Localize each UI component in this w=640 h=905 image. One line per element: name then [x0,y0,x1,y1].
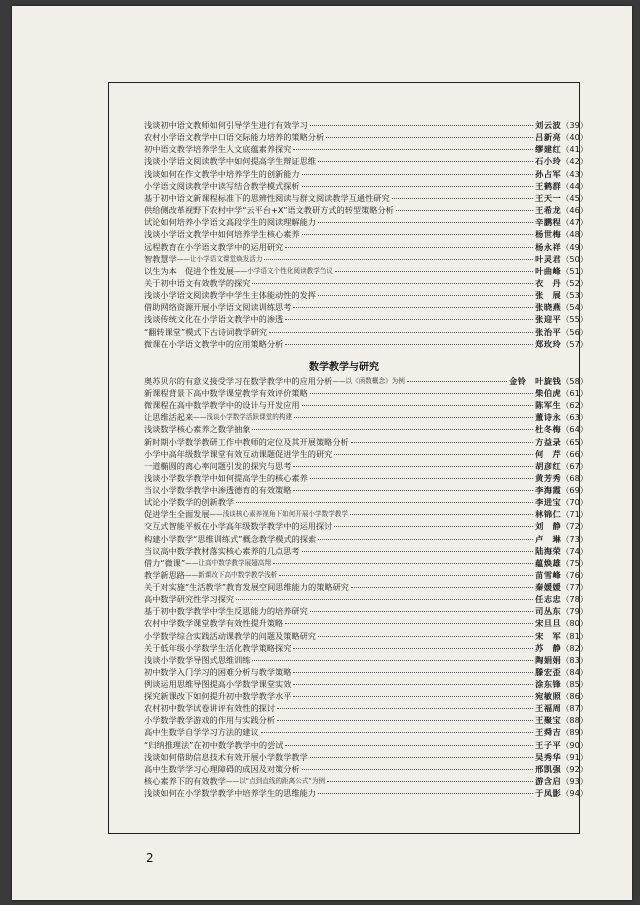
toc-entry [144,436,588,448]
entry-title: 试论如何培养小学语文高段学生的阅读理解能力 [144,217,316,228]
toc-entry [144,253,588,265]
entry-author: 王天一 [535,192,562,203]
leader-dots [293,647,533,649]
entry-page-number: （63） [561,412,588,423]
leader-dots [293,489,533,491]
leader-dots [318,160,533,162]
entry-author: 滕宏歪 [535,666,562,677]
entry-title: 高中数学研究性学习探究 [144,594,235,605]
entry-title: 浅谈如何在小学数学教学中培养学生的思维能力 [144,788,316,799]
entry-page-number: （77） [561,582,588,593]
toc-entry [144,702,588,714]
entry-page-number: （67） [561,460,588,471]
entry-page-number: （71） [561,509,588,520]
entry-author: 宋 军 [535,630,562,641]
entry-page-number: （90） [561,739,588,750]
entry-page-number: （81） [561,630,588,641]
entry-page-number: （48） [561,229,588,240]
entry-author: 张治平 [535,326,562,337]
entry-page-number: （58） [561,376,588,386]
entry-subtitle: ——新课改下高中数学教学浅析 [184,570,278,579]
entry-title: 小学数学综合实践活动课教学的问题及策略研究 [144,630,316,641]
entry-author: 任志忠 [535,594,562,605]
entry-page-number: （43） [561,168,588,179]
toc-entry [144,204,588,216]
entry-author: 张晓燕 [535,302,562,313]
leader-dots [293,148,533,150]
entry-page-number: （61） [561,388,588,399]
entry-author: 郑玫玲 [535,338,562,349]
leader-dots [392,197,533,199]
toc-entry [144,387,588,399]
entry-page-number: （94） [561,788,588,799]
entry-title: 让思维活起来 [144,412,194,423]
entry-title: 关于对实施“生活教学”教育发展空间思维能力的策略研究 [144,582,349,593]
entry-page-number: （84） [561,666,588,677]
entry-page-number: （93） [561,775,588,786]
entry-page-number: （64） [561,424,588,435]
entry-author: 张迎平 [535,314,562,325]
entry-title: 当议小学数学教学中渗透德育的有效策略 [144,485,292,496]
toc-entry [144,338,588,350]
leader-dots [327,780,533,782]
entry-title: 微课在小学语文教学中的应用策略分析 [144,338,284,349]
entry-author: 蕴焕雄 [535,557,562,568]
entry-author: 苏 静 [535,642,562,653]
leader-dots [318,538,533,540]
entry-page-number: （50） [561,253,588,264]
leader-dots [335,270,533,272]
leader-dots [302,404,534,406]
leader-dots [252,282,533,284]
toc-entry [144,277,588,289]
leader-dots [264,258,533,260]
entry-title: 农村中学数学课堂教学有效性提升策略 [144,618,284,629]
entry-page-number: （41） [561,144,588,155]
entry-title: 基于初中数学教学中学生反思能力的培养研究 [144,606,308,617]
entry-author: 王福周 [535,703,562,714]
entry-page-number: （55） [561,314,588,325]
toc-entry [144,460,588,472]
entry-page-number: （54） [561,302,588,313]
toc-entry [144,228,588,240]
entry-author: 柴伯虎 [535,388,562,399]
entry-title: 农村初中数学试卷讲评有效性的探讨 [144,703,276,714]
leader-dots [302,233,534,235]
toc-entry [144,569,588,581]
entry-title: 浅谈数学核心素养之数学抽象 [144,424,251,435]
toc-entry [144,545,588,557]
entry-page-number: （51） [561,265,588,276]
entry-author: 林锦仁 [535,509,562,520]
toc-entry [144,326,588,338]
entry-page-number: （49） [561,241,588,252]
toc-entry [144,642,588,654]
leader-dots [407,380,507,382]
entry-author: 李进宝 [535,497,562,508]
entry-author: 王希龙 [535,205,562,216]
toc-entry [144,690,588,702]
entry-title: 微课程在高中数学教学中的设计与开发应用 [144,400,300,411]
leader-dots [310,610,533,612]
entry-page-number: （62） [561,400,588,411]
leader-dots [351,441,533,443]
entry-title: 浅谈小学数学导图式思维训练 [144,654,251,665]
entry-author: 刘 静 [535,521,562,532]
leader-dots [310,477,533,479]
entry-page-number: （83） [561,654,588,665]
entry-title: 小学数学教学游戏的作用与实践分析 [144,715,276,726]
leader-dots [318,792,533,794]
entry-author: 孙占军 [535,168,562,179]
entry-title: 关于初中语文有效教学的探究 [144,277,251,288]
entry-page-number: （68） [561,472,588,483]
leader-dots [310,756,533,758]
entry-author: 方益录 [535,436,562,447]
entry-author: 缪建红 [535,144,562,155]
entry-author: 杨永祥 [535,241,562,252]
leader-dots [302,550,534,552]
toc-entry [144,143,588,155]
leader-dots [396,209,533,211]
entry-author: 张 展 [535,290,562,301]
leader-dots [279,574,533,576]
entry-subtitle: ——浅谈小学数学活跃课堂的构建 [193,413,293,422]
entry-author: 李海霞 [535,485,562,496]
leader-dots [261,731,533,733]
toc-entry [144,155,588,167]
leader-dots [302,768,534,770]
leader-dots [294,416,533,418]
leader-dots [252,659,533,661]
toc-entry [144,533,588,545]
leader-dots [318,294,533,296]
toc-entry [144,265,588,277]
entry-page-number: （53） [561,290,588,301]
entry-author: 刘云波 [535,120,562,130]
entry-author: 吴秀华 [535,751,562,762]
entry-title: 浅谈如何在作文教学中培养学生的创新能力 [144,168,300,179]
entry-page-number: （85） [561,679,588,689]
entry-page-number: （88） [561,715,588,726]
entry-page-number: （65） [561,436,588,447]
entry-title: “归纳推理法”在初中数学教学中的尝试 [144,739,284,750]
entry-title: 当议高中数学教材落实核心素养的几点思考 [144,545,300,556]
entry-page-number: （40） [561,132,588,143]
leader-dots [293,695,533,697]
entry-author: 杨世梅 [535,229,562,240]
entry-title: 农村小学语文教学中口语交际能力培养的策略分析 [144,132,325,143]
entry-title: 构建小学数学“思维训练式”概念教学模式的探索 [144,533,317,544]
entry-author: 涂东锋 [535,679,562,689]
leader-dots [236,598,533,600]
entry-page-number: （80） [561,618,588,629]
entry-page-number: （56） [561,326,588,337]
entry-title: 浅谈传统文化在小学语文教学中的渗透 [144,314,284,325]
toc-entry [144,630,588,642]
entry-title: 小学语文阅读教学中读写结合教学模式探析 [144,180,300,191]
entry-title: 新时期小学数学教研工作中教师的定位及其开展策略分析 [144,436,349,447]
entry-author: 王舜吉 [535,727,562,738]
entry-title: 试论小学数学的创新教学 [144,497,235,508]
leader-dots [285,622,533,624]
entry-page-number: （79） [561,606,588,617]
toc-entry [144,472,588,484]
entry-title: “翻转课堂”模式下古诗词教学研究 [144,326,268,337]
entry-author: 司丛东 [535,606,562,617]
entry-title: 浅谈小学语文阅读教学中学生主体能动性的发挥 [144,290,316,301]
toc-entry [144,484,588,496]
entry-page-number: （86） [561,691,588,702]
entry-subtitle: ——以《函数概念》为例 [332,377,405,385]
entry-page-number: （72） [561,521,588,532]
leader-dots [285,744,533,746]
toc-entry [144,787,588,799]
entry-title: 例谈运用思维导图提高小学数学课堂实效 [144,679,292,689]
entry-page-number: （44） [561,180,588,191]
entry-title: 奥苏贝尔的有意义接受学习在数学教学中的应用分析 [144,376,333,386]
entry-author: 董诗永 [535,412,562,423]
entry-title: 初中语文教学培养学生人文底蕴素养探究 [144,144,292,155]
entry-author: 金铃 叶旋钱 [509,376,562,386]
entry-title: 借助网络资源开展小学语文阅读训练思考 [144,302,292,313]
toc-entry [144,241,588,253]
entry-author: 秦媛媛 [535,582,562,593]
toc-entry [144,216,588,228]
toc-entry [144,289,588,301]
toc-entry [144,301,588,313]
toc-entry [144,520,588,532]
toc-entry [144,119,588,131]
entry-title: 浅谈小学语文教学中如何培养学生核心素养 [144,229,300,240]
entry-page-number: （57） [561,338,588,349]
leader-dots [302,173,534,175]
leader-dots [293,671,533,673]
toc-entry [144,399,588,411]
entry-title: 初中数学入门学习的困难分析与教学策略 [144,666,292,677]
section-heading-math: 数学教学与研究 [309,362,379,373]
toc-entry [144,763,588,775]
entry-author: 陈军生 [535,400,562,411]
entry-author: 石小玲 [535,156,562,167]
toc-entry [144,726,588,738]
leader-dots [269,331,533,333]
toc-entry [144,714,588,726]
entry-author: 于凤影 [535,788,562,799]
entry-author: 吕新亮 [535,132,562,143]
entry-title: 高中生数学自学学习方法的建议 [144,727,259,738]
entry-author: 衣 丹 [535,277,562,288]
leader-dots [310,124,533,126]
leader-dots [277,707,533,709]
entry-author: 王子平 [535,739,562,750]
entry-page-number: （45） [561,192,588,203]
entry-title: 交互式智能平板在小学高年级数学教学中的运用探讨 [144,521,333,532]
toc-entry [144,751,588,763]
entry-page-number: （42） [561,156,588,167]
toc-entry [144,448,588,460]
entry-title: 基于初中语文新课程标准下的思辨性阅读与群文阅读教学互通性研究 [144,192,390,203]
entry-title: 核心素养下的有效教学 [144,775,226,786]
entry-page-number: （78） [561,594,588,605]
entry-page-number: （89） [561,727,588,738]
leader-dots [252,428,533,430]
entry-page-number: （69） [561,485,588,496]
toc-entry [144,411,588,423]
toc-entry [144,581,588,593]
entry-page-number: （52） [561,277,588,288]
entry-author: 胡彦红 [535,460,562,471]
toc-entry [144,775,588,787]
entry-author: 陆海荣 [535,545,562,556]
entry-page-number: （92） [561,763,588,774]
entry-author: 辛鹏程 [535,217,562,228]
toc-entry [144,557,588,569]
entry-page-number: （82） [561,642,588,653]
leader-dots [318,221,533,223]
leader-dots [293,465,533,467]
leader-dots [351,586,533,588]
entry-author: 何 芹 [535,448,562,459]
leader-dots [334,453,533,455]
toc-entry [144,496,588,508]
entry-title: 浅谈小学数学教学中如何提高学生的核心素养 [144,472,308,483]
entry-author: 宛敏照 [535,691,562,702]
entry-title: 供给侧改革视野下农村中学“云平台+X”语文教研方式的转型策略分析 [144,205,394,216]
toc-entry [144,617,588,629]
entry-page-number: （75） [561,557,588,568]
toc-entry [144,739,588,751]
entry-page-number: （46） [561,205,588,216]
leader-dots [285,343,533,345]
entry-author: 黄芳秀 [535,472,562,483]
toc-entry [144,192,588,204]
toc-entry [144,180,588,192]
toc-entry [144,168,588,180]
entry-author: 叶灵君 [535,253,562,264]
entry-title: 智教慧学 [144,253,177,264]
leader-dots [277,719,533,721]
leader-dots [293,306,533,308]
entry-author: 王鹤群 [535,180,562,191]
leader-dots [293,683,533,685]
entry-page-number: （39） [561,120,588,130]
entry-author: 王聚宝 [535,715,562,726]
entry-subtitle: ——小学语文个性化阅读教学刍议 [234,266,333,275]
entry-title: 促进学生全面发展 [144,509,210,520]
toc-entry [144,313,588,325]
toc-entry [144,423,588,435]
entry-title: 小学中高年级数学课堂有效互动课题促进学生的研究 [144,448,333,459]
entry-subtitle: ——以“点到直线的距离公式”为例 [225,776,326,785]
entry-author: 宋旦旦 [535,618,562,629]
entry-title: 借力“微课” [144,557,186,568]
toc-entry [144,508,588,520]
entry-title: 探究新课改下如何提升初中数学教学水平 [144,691,292,702]
leader-dots [326,136,533,138]
leader-dots [236,501,533,503]
entry-author: 陶娟娟 [535,654,562,665]
toc-entry [144,666,588,678]
toc-entry [144,131,588,143]
entry-page-number: （73） [561,533,588,544]
entry-author: 邢凯强 [535,763,562,774]
leader-dots [285,318,533,320]
entry-author: 苗雪峰 [535,569,562,580]
leader-dots [334,525,533,527]
entry-page-number: （66） [561,448,588,459]
toc-entry [144,678,588,690]
toc-entry [144,605,588,617]
entry-title: 浅谈小学语文阅读教学中如何提高学生辩证思维 [144,156,316,167]
entry-title: 以生为本 促进个性发展 [144,265,235,276]
leader-dots [310,392,533,394]
entry-author: 杜冬梅 [535,424,562,435]
entry-title: 一道椭圆的离心率问题引发的探究与思考 [144,460,292,471]
toc-entry [144,593,588,605]
leader-dots [302,185,534,187]
entry-page-number: （87） [561,703,588,714]
entry-subtitle: ——让小学语文课堂焕发活力 [176,254,263,263]
toc-entry [144,654,588,666]
entry-subtitle: ——浅谈核心素养视角下如何开展小学数学教学 [209,510,348,519]
toc-entry [144,375,588,387]
entry-title: 高中生数学学习心理障碍的成因及对策分析 [144,763,300,774]
entry-subtitle: ——让高中数学教学展翅高翔 [185,558,271,567]
entry-page-number: （91） [561,751,588,762]
entry-page-number: （74） [561,545,588,556]
entry-title: 浅谈如何借助信息技术有效开展小学数学教学 [144,751,308,762]
entry-page-number: （47） [561,217,588,228]
entry-author: 卢 琳 [535,533,562,544]
entry-author: 叶曲峰 [535,265,562,276]
entry-page-number: （76） [561,569,588,580]
leader-dots [350,513,533,515]
entry-author: 游含启 [535,775,562,786]
entry-title: 新课程背景下高中数学课堂教学有效评价策略 [144,388,308,399]
entry-title: 浅谈初中语文教师如何引导学生进行有效学习 [144,120,308,130]
leader-dots [285,246,533,248]
entry-page-number: （70） [561,497,588,508]
leader-dots [318,635,533,637]
entry-title: 教学新思路 [144,569,185,580]
entry-title: 关于低年级小学数学生活化教学策略探究 [144,642,292,653]
page-number: 2 [146,851,154,865]
leader-dots [273,562,533,564]
entry-title: 远程教育在小学语文教学中的运用研究 [144,241,284,252]
